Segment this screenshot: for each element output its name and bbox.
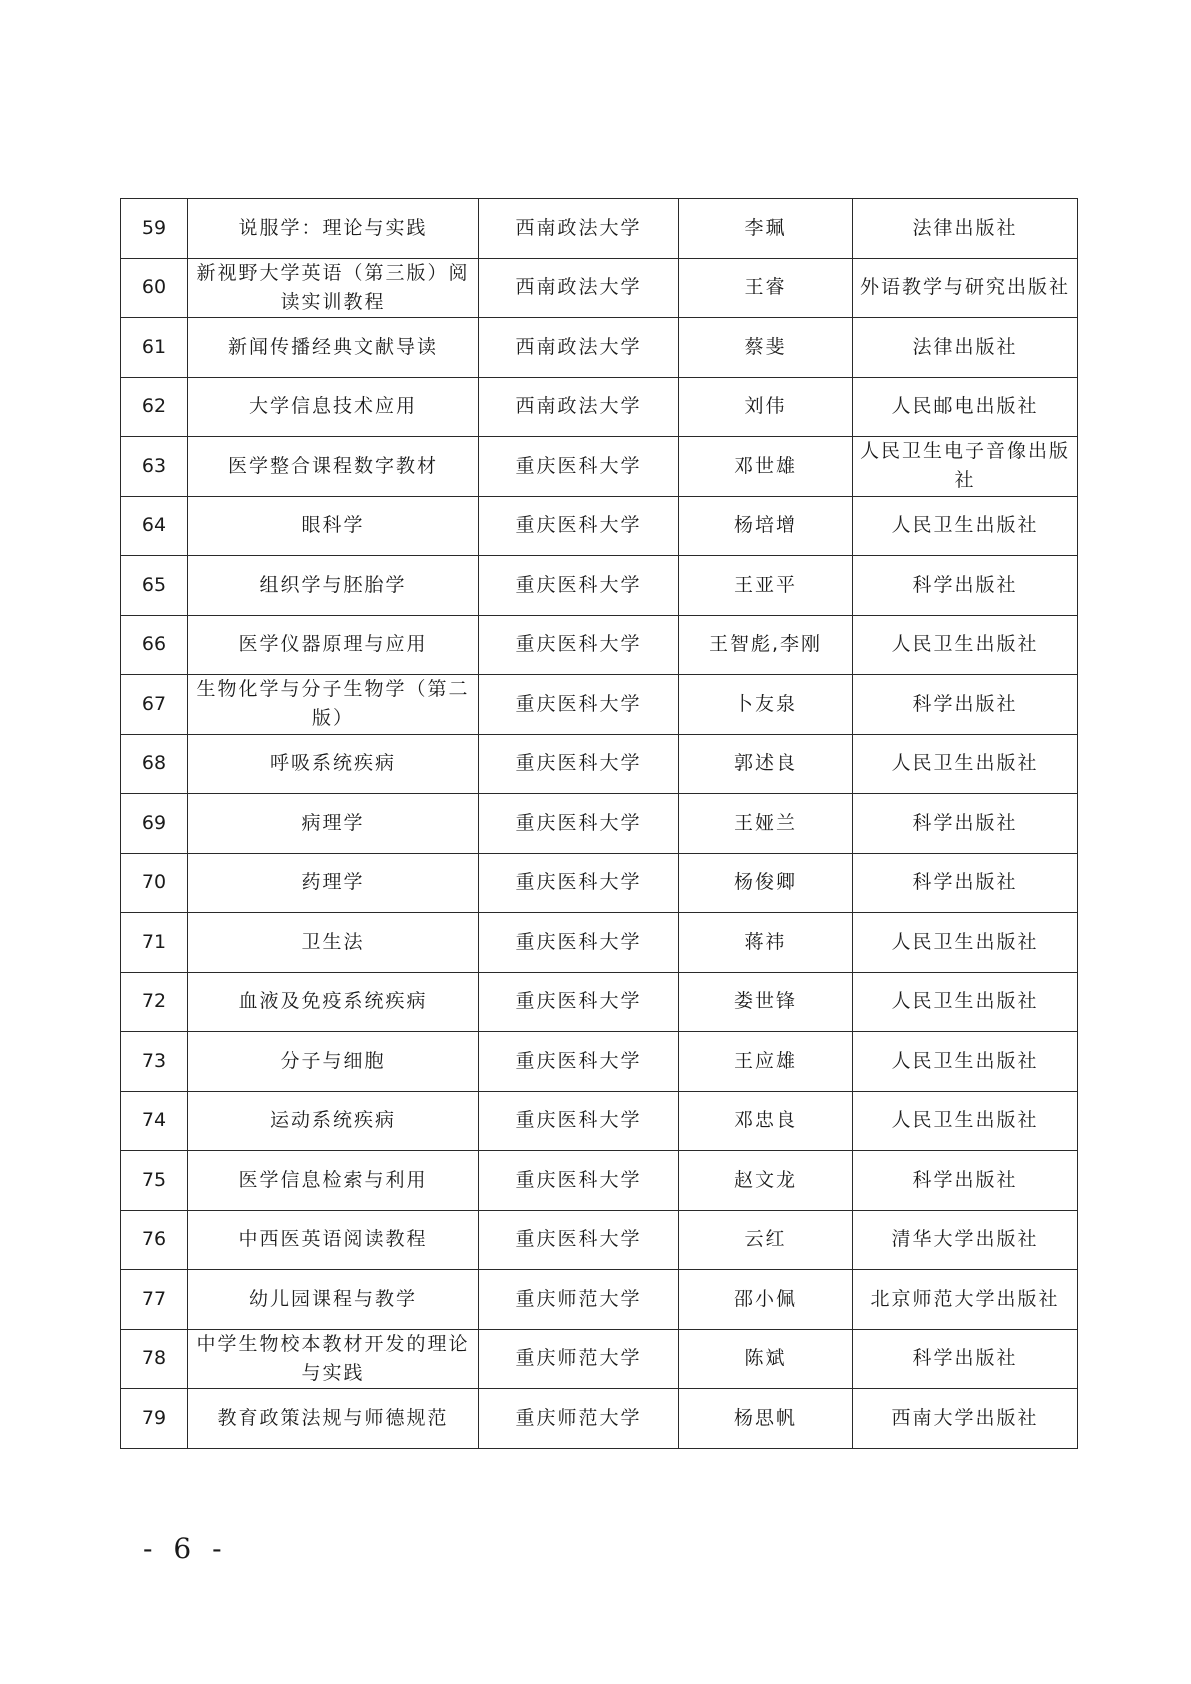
publisher-cell: 人民卫生电子音像出版社 (853, 437, 1078, 497)
table-row (121, 794, 1078, 854)
book-title-cell: 医学信息检索与利用 (188, 1151, 479, 1211)
editor-cell: 刘伟 (679, 377, 853, 437)
table-row (121, 913, 1078, 973)
publisher-cell: 西南大学出版社 (853, 1389, 1078, 1449)
row-number-cell: 77 (121, 1270, 188, 1330)
book-title-cell: 药理学 (188, 853, 479, 913)
row-number-cell: 76 (121, 1210, 188, 1270)
row-number-cell: 64 (121, 496, 188, 556)
row-number-cell: 73 (121, 1032, 188, 1092)
publisher-cell: 人民邮电出版社 (853, 377, 1078, 437)
editor-cell: 杨俊卿 (679, 853, 853, 913)
publisher-cell: 科学出版社 (853, 1329, 1078, 1389)
school-cell: 西南政法大学 (479, 377, 679, 437)
editor-cell: 王应雄 (679, 1032, 853, 1092)
book-title-cell: 眼科学 (188, 496, 479, 556)
table-row (121, 1389, 1078, 1449)
table-row (121, 258, 1078, 318)
school-cell: 重庆医科大学 (479, 556, 679, 616)
editor-cell: 邓忠良 (679, 1091, 853, 1151)
publisher-cell: 清华大学出版社 (853, 1210, 1078, 1270)
book-title-cell: 大学信息技术应用 (188, 377, 479, 437)
publisher-cell: 北京师范大学出版社 (853, 1270, 1078, 1330)
editor-cell: 郭述良 (679, 734, 853, 794)
table-row (121, 1210, 1078, 1270)
row-number-cell: 68 (121, 734, 188, 794)
editor-cell: 杨培增 (679, 496, 853, 556)
table-row (121, 1151, 1078, 1211)
publisher-cell: 法律出版社 (853, 199, 1078, 259)
book-title-cell: 医学整合课程数字教材 (188, 437, 479, 497)
school-cell: 重庆医科大学 (479, 734, 679, 794)
row-number-cell: 78 (121, 1329, 188, 1389)
editor-cell: 李珮 (679, 199, 853, 259)
row-number-cell: 60 (121, 258, 188, 318)
school-cell: 重庆医科大学 (479, 615, 679, 675)
publisher-cell: 人民卫生出版社 (853, 913, 1078, 973)
editor-cell: 娄世锋 (679, 972, 853, 1032)
publisher-cell: 人民卫生出版社 (853, 972, 1078, 1032)
book-title-cell: 医学仪器原理与应用 (188, 615, 479, 675)
table-body (121, 199, 1078, 1449)
table-row (121, 853, 1078, 913)
editor-cell: 蔡斐 (679, 318, 853, 378)
textbook-list-table (120, 198, 1078, 1449)
publisher-cell: 人民卫生出版社 (853, 496, 1078, 556)
row-number-cell: 65 (121, 556, 188, 616)
row-number-cell: 72 (121, 972, 188, 1032)
editor-cell: 杨思帆 (679, 1389, 853, 1449)
publisher-cell: 科学出版社 (853, 794, 1078, 854)
school-cell: 重庆医科大学 (479, 794, 679, 854)
publisher-cell: 外语教学与研究出版社 (853, 258, 1078, 318)
book-title-cell: 运动系统疾病 (188, 1091, 479, 1151)
publisher-cell: 人民卫生出版社 (853, 1091, 1078, 1151)
book-title-cell: 新视野大学英语（第三版）阅读实训教程 (188, 258, 479, 318)
publisher-cell: 科学出版社 (853, 556, 1078, 616)
table-row (121, 675, 1078, 735)
publisher-cell: 人民卫生出版社 (853, 615, 1078, 675)
editor-cell: 邵小佩 (679, 1270, 853, 1330)
editor-cell: 邓世雄 (679, 437, 853, 497)
school-cell: 西南政法大学 (479, 258, 679, 318)
book-title-cell: 生物化学与分子生物学（第二版） (188, 675, 479, 735)
book-title-cell: 病理学 (188, 794, 479, 854)
table-row (121, 972, 1078, 1032)
table-row (121, 556, 1078, 616)
school-cell: 重庆医科大学 (479, 675, 679, 735)
table-row (121, 1032, 1078, 1092)
school-cell: 重庆医科大学 (479, 1091, 679, 1151)
book-title-cell: 幼儿园课程与教学 (188, 1270, 479, 1330)
book-title-cell: 分子与细胞 (188, 1032, 479, 1092)
book-title-cell: 新闻传播经典文献导读 (188, 318, 479, 378)
editor-cell: 云红 (679, 1210, 853, 1270)
school-cell: 重庆医科大学 (479, 972, 679, 1032)
school-cell: 西南政法大学 (479, 199, 679, 259)
editor-cell: 卜友泉 (679, 675, 853, 735)
book-title-cell: 组织学与胚胎学 (188, 556, 479, 616)
editor-cell: 王亚平 (679, 556, 853, 616)
editor-cell: 王娅兰 (679, 794, 853, 854)
book-title-cell: 说服学：理论与实践 (188, 199, 479, 259)
editor-cell: 王智彪,李刚 (679, 615, 853, 675)
school-cell: 重庆医科大学 (479, 913, 679, 973)
school-cell: 重庆医科大学 (479, 1210, 679, 1270)
book-title-cell: 中西医英语阅读教程 (188, 1210, 479, 1270)
school-cell: 重庆医科大学 (479, 1151, 679, 1211)
table-row (121, 615, 1078, 675)
table-row (121, 318, 1078, 378)
editor-cell: 陈斌 (679, 1329, 853, 1389)
school-cell: 重庆师范大学 (479, 1389, 679, 1449)
row-number-cell: 79 (121, 1389, 188, 1449)
publisher-cell: 人民卫生出版社 (853, 1032, 1078, 1092)
publisher-cell: 法律出版社 (853, 318, 1078, 378)
school-cell: 重庆师范大学 (479, 1270, 679, 1330)
row-number-cell: 70 (121, 853, 188, 913)
row-number-cell: 62 (121, 377, 188, 437)
publisher-cell: 科学出版社 (853, 1151, 1078, 1211)
school-cell: 重庆医科大学 (479, 853, 679, 913)
table-row (121, 1329, 1078, 1389)
book-title-cell: 血液及免疫系统疾病 (188, 972, 479, 1032)
school-cell: 重庆医科大学 (479, 1032, 679, 1092)
table-row (121, 199, 1078, 259)
book-title-cell: 卫生法 (188, 913, 479, 973)
publisher-cell: 人民卫生出版社 (853, 734, 1078, 794)
editor-cell: 王睿 (679, 258, 853, 318)
table-row (121, 1270, 1078, 1330)
table-row (121, 377, 1078, 437)
row-number-cell: 61 (121, 318, 188, 378)
row-number-cell: 66 (121, 615, 188, 675)
editor-cell: 蒋祎 (679, 913, 853, 973)
table-row (121, 734, 1078, 794)
school-cell: 西南政法大学 (479, 318, 679, 378)
table-row (121, 1091, 1078, 1151)
publisher-cell: 科学出版社 (853, 675, 1078, 735)
book-title-cell: 中学生物校本教材开发的理论与实践 (188, 1329, 479, 1389)
row-number-cell: 71 (121, 913, 188, 973)
table-row (121, 437, 1078, 497)
school-cell: 重庆医科大学 (479, 437, 679, 497)
row-number-cell: 75 (121, 1151, 188, 1211)
school-cell: 重庆师范大学 (479, 1329, 679, 1389)
publisher-cell: 科学出版社 (853, 853, 1078, 913)
row-number-cell: 74 (121, 1091, 188, 1151)
book-title-cell: 教育政策法规与师德规范 (188, 1389, 479, 1449)
row-number-cell: 69 (121, 794, 188, 854)
row-number-cell: 63 (121, 437, 188, 497)
table-row (121, 496, 1078, 556)
school-cell: 重庆医科大学 (479, 496, 679, 556)
row-number-cell: 67 (121, 675, 188, 735)
page-number: - 6 - (143, 1532, 228, 1565)
book-title-cell: 呼吸系统疾病 (188, 734, 479, 794)
editor-cell: 赵文龙 (679, 1151, 853, 1211)
row-number-cell: 59 (121, 199, 188, 259)
